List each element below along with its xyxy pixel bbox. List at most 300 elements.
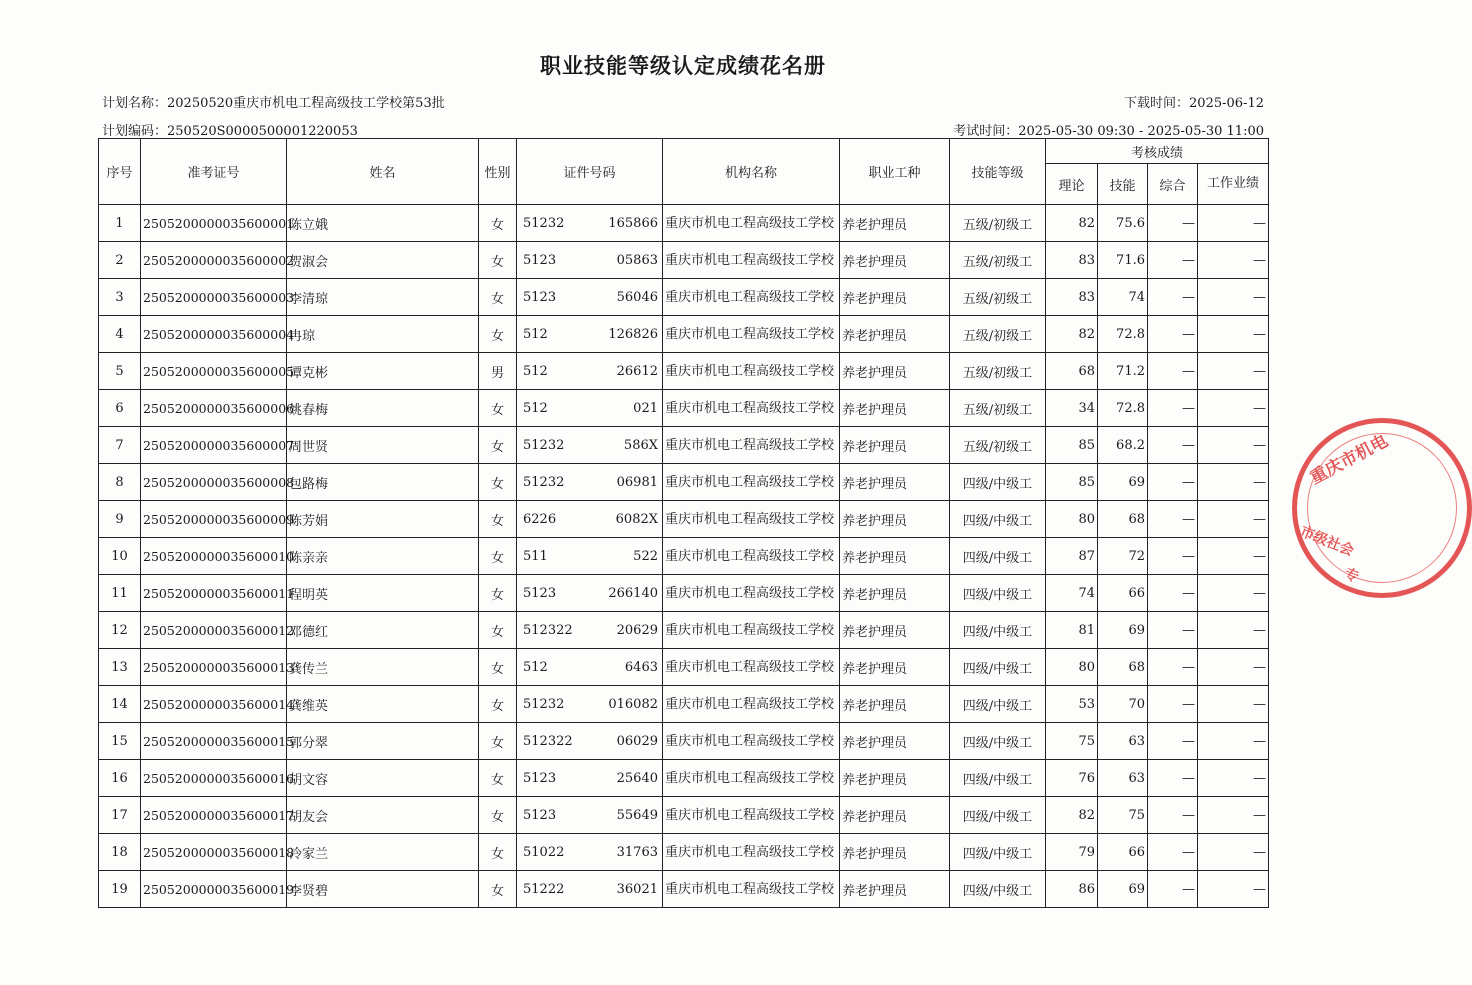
cell-job: 养老护理员 (840, 538, 950, 575)
id-number-start: 512322 (523, 622, 573, 638)
cell-gender: 男 (479, 353, 517, 390)
cell-overall: — (1148, 723, 1198, 760)
cell-org: 重庆市机电工程高级技工学校 (663, 686, 840, 723)
cell-theory: 85 (1046, 464, 1098, 501)
cell-seq: 6 (99, 390, 141, 427)
cell-ticket: 2505200000035600001 (141, 205, 287, 242)
cell-seq: 5 (99, 353, 141, 390)
cell-id (517, 538, 663, 575)
cell-job: 养老护理员 (840, 353, 950, 390)
id-number-start: 51022 (523, 844, 565, 860)
cell-name: 包路梅 (287, 464, 479, 501)
download-time: 下载时间：2025-06-12 (1124, 96, 1264, 111)
cell-overall: — (1148, 834, 1198, 871)
seal-text-bottom: 专 (1341, 565, 1361, 586)
cell-job: 养老护理员 (840, 871, 950, 908)
id-number-start: 5123 (523, 252, 557, 268)
cell-org: 重庆市机电工程高级技工学校 (663, 353, 840, 390)
cell-skill: 75.6 (1098, 205, 1148, 242)
cell-ticket: 2505200000035600009 (141, 501, 287, 538)
cell-gender: 女 (479, 612, 517, 649)
cell-overall: — (1148, 686, 1198, 723)
cell-name: 李清琼 (287, 279, 479, 316)
cell-overall: — (1148, 871, 1198, 908)
cell-name: 冉琼 (287, 316, 479, 353)
cell-theory: 82 (1046, 316, 1098, 353)
id-number-end: 6463 (624, 659, 658, 675)
cell-level: 四级/中级工 (950, 686, 1046, 723)
cell-job: 养老护理员 (840, 612, 950, 649)
cell-seq: 4 (99, 316, 141, 353)
cell-id (517, 427, 663, 464)
table-row (99, 390, 1269, 427)
cell-theory: 80 (1046, 649, 1098, 686)
id-number-end: 26612 (616, 363, 658, 379)
cell-overall: — (1148, 353, 1198, 390)
cell-skill: 71.2 (1098, 353, 1148, 390)
header-work: 工作业绩 (1198, 164, 1269, 205)
id-number-end: 021 (633, 400, 658, 416)
cell-theory: 68 (1046, 353, 1098, 390)
id-number-start: 512322 (523, 733, 573, 749)
cell-theory: 53 (1046, 686, 1098, 723)
cell-id (517, 242, 663, 279)
cell-name: 谭克彬 (287, 353, 479, 390)
cell-job: 养老护理员 (840, 575, 950, 612)
cell-overall: — (1148, 501, 1198, 538)
cell-work: — (1198, 834, 1269, 871)
cell-id (517, 390, 663, 427)
seal-text-middle: 市级社会 (1297, 523, 1356, 560)
cell-theory: 85 (1046, 427, 1098, 464)
cell-theory: 87 (1046, 538, 1098, 575)
header-job: 职业工种 (840, 139, 950, 205)
cell-gender: 女 (479, 538, 517, 575)
id-number-end: 6082X (615, 511, 658, 527)
cell-gender: 女 (479, 205, 517, 242)
table-row (99, 723, 1269, 760)
cell-work: — (1198, 760, 1269, 797)
cell-level: 五级/初级工 (950, 205, 1046, 242)
id-number-end: 522 (633, 548, 658, 564)
cell-name: 姚春梅 (287, 390, 479, 427)
id-number-end: 56046 (616, 289, 658, 305)
cell-seq: 17 (99, 797, 141, 834)
cell-skill: 75 (1098, 797, 1148, 834)
cell-skill: 63 (1098, 760, 1148, 797)
cell-level: 四级/中级工 (950, 760, 1046, 797)
header-overall: 综合 (1148, 164, 1198, 205)
cell-overall: — (1148, 205, 1198, 242)
cell-skill: 72.8 (1098, 390, 1148, 427)
cell-name: 陈亲亲 (287, 538, 479, 575)
cell-name: 周世贤 (287, 427, 479, 464)
cell-id (517, 760, 663, 797)
cell-org: 重庆市机电工程高级技工学校 (663, 538, 840, 575)
cell-theory: 81 (1046, 612, 1098, 649)
cell-seq: 10 (99, 538, 141, 575)
cell-level: 四级/中级工 (950, 612, 1046, 649)
cell-work: — (1198, 871, 1269, 908)
id-number-start: 5123 (523, 289, 557, 305)
cell-level: 四级/中级工 (950, 464, 1046, 501)
cell-ticket: 2505200000035600019 (141, 871, 287, 908)
table-row (99, 871, 1269, 908)
cell-name: 冷家兰 (287, 834, 479, 871)
cell-work: — (1198, 316, 1269, 353)
cell-gender: 女 (479, 427, 517, 464)
cell-org: 重庆市机电工程高级技工学校 (663, 316, 840, 353)
cell-job: 养老护理员 (840, 279, 950, 316)
cell-org: 重庆市机电工程高级技工学校 (663, 279, 840, 316)
cell-ticket: 2505200000035600015 (141, 723, 287, 760)
cell-org: 重庆市机电工程高级技工学校 (663, 723, 840, 760)
table-row (99, 501, 1269, 538)
cell-work: — (1198, 427, 1269, 464)
cell-job: 养老护理员 (840, 760, 950, 797)
cell-level: 四级/中级工 (950, 834, 1046, 871)
id-number-start: 51222 (523, 881, 565, 897)
cell-seq: 8 (99, 464, 141, 501)
cell-overall: — (1148, 427, 1198, 464)
plan-code: 计划编码：250520S000050000122005​3 (102, 124, 358, 139)
cell-gender: 女 (479, 686, 517, 723)
cell-theory: 83 (1046, 242, 1098, 279)
cell-work: — (1198, 205, 1269, 242)
cell-overall: — (1148, 279, 1198, 316)
cell-name: 邓德红 (287, 612, 479, 649)
cell-job: 养老护理员 (840, 316, 950, 353)
cell-overall: — (1148, 464, 1198, 501)
cell-id (517, 797, 663, 834)
cell-seq: 11 (99, 575, 141, 612)
cell-seq: 15 (99, 723, 141, 760)
id-number-end: 586X (623, 437, 658, 453)
cell-org: 重庆市机电工程高级技工学校 (663, 649, 840, 686)
cell-ticket: 2505200000035600011 (141, 575, 287, 612)
table-row (99, 316, 1269, 353)
id-number-end: 266140 (608, 585, 658, 601)
header-scores: 考核成绩 (1046, 139, 1269, 164)
cell-overall: — (1148, 316, 1198, 353)
cell-gender: 女 (479, 797, 517, 834)
header-theory: 理论 (1046, 164, 1098, 205)
cell-seq: 7 (99, 427, 141, 464)
cell-gender: 女 (479, 760, 517, 797)
header-id: 证件号码 (517, 139, 663, 205)
cell-name: 贺淑会 (287, 242, 479, 279)
seal-inner-ring (1307, 433, 1457, 583)
header-name: 姓名 (287, 139, 479, 205)
id-number-start: 5123 (523, 585, 557, 601)
cell-theory: 80 (1046, 501, 1098, 538)
cell-id (517, 723, 663, 760)
cell-id (517, 353, 663, 390)
cell-ticket: 2505200000035600005 (141, 353, 287, 390)
id-number-start: 6226 (523, 511, 557, 527)
cell-overall: — (1148, 797, 1198, 834)
id-number-end: 05863 (616, 252, 658, 268)
cell-gender: 女 (479, 834, 517, 871)
cell-name: 龚传兰 (287, 649, 479, 686)
cell-job: 养老护理员 (840, 501, 950, 538)
id-number-end: 06981 (616, 474, 658, 490)
id-number-start: 512 (523, 659, 548, 675)
cell-theory: 79 (1046, 834, 1098, 871)
cell-seq: 9 (99, 501, 141, 538)
cell-name: 程明英 (287, 575, 479, 612)
cell-gender: 女 (479, 390, 517, 427)
cell-work: — (1198, 501, 1269, 538)
header-ticket: 准考证号 (141, 139, 287, 205)
cell-id (517, 279, 663, 316)
cell-seq: 14 (99, 686, 141, 723)
cell-skill: 72.8 (1098, 316, 1148, 353)
cell-seq: 3 (99, 279, 141, 316)
cell-theory: 86 (1046, 871, 1098, 908)
id-number-start: 5123 (523, 807, 557, 823)
table-row (99, 760, 1269, 797)
cell-skill: 69 (1098, 871, 1148, 908)
cell-work: — (1198, 353, 1269, 390)
id-number-start: 51232 (523, 437, 565, 453)
id-number-end: 36021 (616, 881, 658, 897)
id-number-start: 51232 (523, 215, 565, 231)
table-row (99, 205, 1269, 242)
cell-work: — (1198, 686, 1269, 723)
cell-org: 重庆市机电工程高级技工学校 (663, 464, 840, 501)
cell-ticket: 2505200000035600018 (141, 834, 287, 871)
cell-org: 重庆市机电工程高级技工学校 (663, 501, 840, 538)
cell-ticket: 2505200000035600012 (141, 612, 287, 649)
exam-time: 考试时间：2025-05-30 09:30 - 2025-05-30 11:00 (953, 124, 1264, 139)
id-number-end: 20629 (616, 622, 658, 638)
cell-org: 重庆市机电工程高级技工学校 (663, 205, 840, 242)
cell-gender: 女 (479, 723, 517, 760)
cell-level: 四级/中级工 (950, 501, 1046, 538)
cell-ticket: 2505200000035600013 (141, 649, 287, 686)
cell-org: 重庆市机电工程高级技工学校 (663, 242, 840, 279)
cell-skill: 68.2 (1098, 427, 1148, 464)
id-number-end: 016082 (608, 696, 658, 712)
cell-theory: 74 (1046, 575, 1098, 612)
id-number-end: 06029 (616, 733, 658, 749)
cell-ticket: 2505200000035600010 (141, 538, 287, 575)
table-row (99, 427, 1269, 464)
cell-seq: 18 (99, 834, 141, 871)
cell-level: 五级/初级工 (950, 242, 1046, 279)
cell-work: — (1198, 390, 1269, 427)
cell-gender: 女 (479, 575, 517, 612)
cell-level: 四级/中级工 (950, 575, 1046, 612)
cell-level: 四级/中级工 (950, 797, 1046, 834)
cell-ticket: 2505200000035600017 (141, 797, 287, 834)
cell-work: — (1198, 538, 1269, 575)
page-title: 职业技能等级认定成绩花名册 (540, 54, 826, 78)
cell-job: 养老护理员 (840, 686, 950, 723)
id-number-end: 31763 (616, 844, 658, 860)
table-row (99, 686, 1269, 723)
table-row (99, 797, 1269, 834)
cell-org: 重庆市机电工程高级技工学校 (663, 834, 840, 871)
cell-id (517, 575, 663, 612)
cell-work: — (1198, 649, 1269, 686)
seal-text-top: 重庆市机电 (1307, 431, 1392, 489)
cell-name: 郭分翠 (287, 723, 479, 760)
cell-level: 五级/初级工 (950, 390, 1046, 427)
cell-level: 四级/中级工 (950, 649, 1046, 686)
cell-org: 重庆市机电工程高级技工学校 (663, 797, 840, 834)
cell-job: 养老护理员 (840, 242, 950, 279)
cell-org: 重庆市机电工程高级技工学校 (663, 612, 840, 649)
id-number-end: 25640 (616, 770, 658, 786)
roster-body (99, 205, 1269, 908)
cell-job: 养老护理员 (840, 205, 950, 242)
cell-ticket: 2505200000035600014 (141, 686, 287, 723)
id-number-start: 512 (523, 400, 548, 416)
cell-name: 龚维英 (287, 686, 479, 723)
cell-work: — (1198, 723, 1269, 760)
cell-name: 胡友会 (287, 797, 479, 834)
header-level: 技能等级 (950, 139, 1046, 205)
cell-theory: 82 (1046, 205, 1098, 242)
id-number-start: 512 (523, 326, 548, 342)
cell-seq: 1 (99, 205, 141, 242)
cell-theory: 83 (1046, 279, 1098, 316)
cell-gender: 女 (479, 316, 517, 353)
cell-seq: 16 (99, 760, 141, 797)
cell-name: 李贤碧 (287, 871, 479, 908)
cell-name: 胡文容 (287, 760, 479, 797)
cell-id (517, 686, 663, 723)
cell-level: 四级/中级工 (950, 723, 1046, 760)
cell-ticket: 2505200000035600008 (141, 464, 287, 501)
cell-name: 陈芳娟 (287, 501, 479, 538)
id-number-start: 5123 (523, 770, 557, 786)
cell-id (517, 834, 663, 871)
cell-seq: 13 (99, 649, 141, 686)
cell-gender: 女 (479, 279, 517, 316)
table-row (99, 242, 1269, 279)
cell-level: 四级/中级工 (950, 538, 1046, 575)
cell-ticket: 2505200000035600016 (141, 760, 287, 797)
header-skill: 技能 (1098, 164, 1148, 205)
score-roster-table (98, 138, 1269, 908)
cell-org: 重庆市机电工程高级技工学校 (663, 575, 840, 612)
cell-skill: 66 (1098, 834, 1148, 871)
cell-skill: 68 (1098, 501, 1148, 538)
id-number-end: 55649 (616, 807, 658, 823)
cell-id (517, 612, 663, 649)
cell-theory: 76 (1046, 760, 1098, 797)
cell-job: 养老护理员 (840, 723, 950, 760)
cell-skill: 72 (1098, 538, 1148, 575)
cell-level: 四级/中级工 (950, 871, 1046, 908)
cell-id (517, 205, 663, 242)
cell-job: 养老护理员 (840, 464, 950, 501)
cell-ticket: 2505200000035600003 (141, 279, 287, 316)
cell-id (517, 501, 663, 538)
cell-skill: 68 (1098, 649, 1148, 686)
cell-job: 养老护理员 (840, 834, 950, 871)
cell-overall: — (1148, 760, 1198, 797)
cell-gender: 女 (479, 242, 517, 279)
cell-skill: 70 (1098, 686, 1148, 723)
cell-overall: — (1148, 538, 1198, 575)
cell-ticket: 2505200000035600002 (141, 242, 287, 279)
cell-work: — (1198, 612, 1269, 649)
id-number-start: 51232 (523, 696, 565, 712)
table-row (99, 279, 1269, 316)
table-row (99, 649, 1269, 686)
cell-job: 养老护理员 (840, 649, 950, 686)
official-seal (1292, 418, 1472, 598)
cell-theory: 34 (1046, 390, 1098, 427)
table-row (99, 538, 1269, 575)
cell-theory: 75 (1046, 723, 1098, 760)
cell-level: 五级/初级工 (950, 353, 1046, 390)
header-org: 机构名称 (663, 139, 840, 205)
cell-gender: 女 (479, 464, 517, 501)
table-row (99, 464, 1269, 501)
cell-work: — (1198, 575, 1269, 612)
cell-id (517, 464, 663, 501)
cell-gender: 女 (479, 871, 517, 908)
cell-org: 重庆市机电工程高级技工学校 (663, 760, 840, 797)
cell-level: 五级/初级工 (950, 427, 1046, 464)
cell-work: — (1198, 242, 1269, 279)
cell-gender: 女 (479, 501, 517, 538)
cell-overall: — (1148, 575, 1198, 612)
header-seq: 序号 (99, 139, 141, 205)
cell-seq: 19 (99, 871, 141, 908)
id-number-start: 512 (523, 363, 548, 379)
table-row (99, 834, 1269, 871)
cell-level: 五级/初级工 (950, 316, 1046, 353)
cell-level: 五级/初级工 (950, 279, 1046, 316)
id-number-end: 126826 (608, 326, 658, 342)
cell-seq: 12 (99, 612, 141, 649)
cell-theory: 82 (1046, 797, 1098, 834)
cell-skill: 69 (1098, 464, 1148, 501)
cell-work: — (1198, 279, 1269, 316)
cell-overall: — (1148, 649, 1198, 686)
table-row (99, 575, 1269, 612)
cell-skill: 66 (1098, 575, 1148, 612)
cell-skill: 69 (1098, 612, 1148, 649)
cell-org: 重庆市机电工程高级技工学校 (663, 871, 840, 908)
cell-skill: 71.6 (1098, 242, 1148, 279)
cell-ticket: 2505200000035600006 (141, 390, 287, 427)
cell-overall: — (1148, 242, 1198, 279)
id-number-end: 165866 (608, 215, 658, 231)
cell-org: 重庆市机电工程高级技工学校 (663, 390, 840, 427)
cell-gender: 女 (479, 649, 517, 686)
id-number-start: 51232 (523, 474, 565, 490)
id-number-start: 511 (523, 548, 548, 564)
cell-seq: 2 (99, 242, 141, 279)
cell-ticket: 2505200000035600004 (141, 316, 287, 353)
cell-job: 养老护理员 (840, 797, 950, 834)
table-row (99, 353, 1269, 390)
table-row (99, 612, 1269, 649)
cell-work: — (1198, 797, 1269, 834)
cell-job: 养老护理员 (840, 390, 950, 427)
cell-name: 陈立娥 (287, 205, 479, 242)
cell-overall: — (1148, 612, 1198, 649)
header-gender: 性别 (479, 139, 517, 205)
cell-skill: 63 (1098, 723, 1148, 760)
